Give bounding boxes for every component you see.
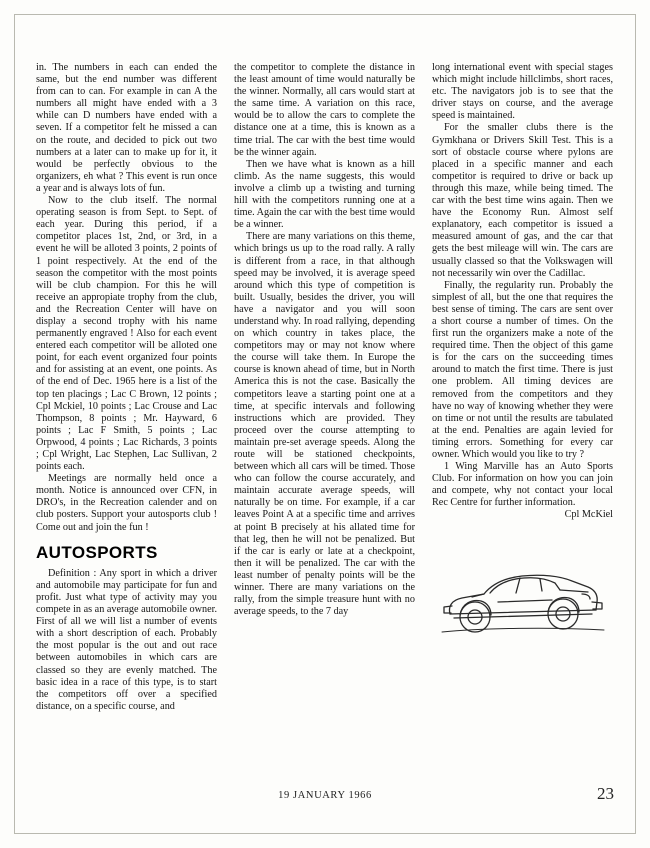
paragraph: in. The numbers in each can ended the same, but the end number was different from can to can. For example in can A the numbers all might have ended with a 3 while can D numbers have ended with a seven. If a competitor felt he missed a can on the route, and decided to pick out two numbers at a later can to make up for it, it would be perfectly obvious to the organizers, eh what ? This event is run once a year and is always lots of fun. [36,62,217,194]
paragraph: Now to the club itself. The normal operating season is from Sept. to Sept. of each year. During this period, if a competitor places 1st, 2nd, or 3rd, in a event he will be alloted 3 points, 2 points of 1 point respectively. At the end of the season the competitor with the most points will be club champion. For this he will receive an appropiate trophy from the club, and the Recreation Center will have on display a second trophy with his name permanently engraved ! Also for each event entered each competitor will be alloted one point, for each event organized four points and for assisting at an event, one points. As of the end of Dec. 1965 here is a list of the top ten placings ; Lac C Brown, 12 points ; Cpl Mckiel, 10 points ; Lac Crouse and Lac Thompson, 8 points ; Mr. Hayward, 6 points ; Lac F Smith, 5 points ; Lac Orpwood, 4 points ; Lac Richards, 3 points ; Cpl Wright, Lac Stephen, Lac Sullivan, 2 points each. [36,195,217,473]
author-signature: Cpl McKiel [564,509,613,521]
sports-car-illustration [432,540,613,648]
column-right [432,62,613,762]
paragraph: There are many variations on this theme, which brings us up to the road rally. A rally is different from a race, in that although speed may be involved, it is average speed around which this type of competition is built. Usually, besides the driver, you will have a navigator and you will soon understand why. In road rallying, depending on which country in takes place, the competitors may or may not know where the course will take them. In Europe the course is known ahead of time, but in North America this is not the case. Basically the competitors leave a starting point one at a time, at specific intervals and following instructions which are provided. They proceed over the course attempting to maintain pre-set average speeds. Along the route will be stationed checkpoints, between which all cars will be timed. Those who can follow the course accurately, and maintain accurate average speeds, will naturally be on time. For example, if a car leaves Point A at a specific time and arrives at point B precisely at his allated time for that leg, then he will not be penalized. But if the car is early or late at a checkpoint, then it will be penalized. The car with the least number of penalty points will be the winner. There are many variations on the rally, from the simple treasure hunt with no average speeds, to the 7 day [234,231,415,618]
paragraph: Then we have what is known as a hill climb. As the name suggests, this would involve a climb up a twisting and turning hill with the competitors running one at a time. Again the car with the best time would be a winner. [234,158,415,231]
column-left [36,62,217,762]
paragraph: 1 Wing Marville has an Auto Sports Club. For information on how you can join and compete, why not contact your local Rec Centre for further information. [432,461,613,509]
paragraph: For the smaller clubs there is the Gymkhana or Drivers Skill Test. This is a sort of obstacle course where pylons are placed in a specific manner and each competitor is required to drive or back up through this maze, while being timed. The car with the best time wins again. Then we have the Economy Run. Almost self explanatory, each competitor is issued a measured amount of gas, and the car that gets the best mileage will win. The cars are usually classed so that the Volkswagen will not necessarily win over the Cadillac. [432,122,613,279]
paragraph: Meetings are normally held once a month. Notice is announced over CFN, in DRO's, in the Recreation calender and on club posters. Support your autosports club ! Come out and join the fun ! [36,473,217,533]
page-number: 23 [597,784,614,803]
page-footer [36,784,614,810]
issue-date: 19 JANUARY 1966 [278,790,372,801]
section-heading: AUTOSPORTS [36,542,158,562]
paragraph: long international event with special stages which might include hillclimbs, short races, etc. The navigators job is to see that the driver stays on course, and the average speed is maintained. [432,62,613,122]
paragraph: Definition : Any sport in which a driver and automobile may participate for fun and profit. Just what type of activity may you compete in as an average automobile owner. First of all we will list a number of events with a short description of each. Probably the most popular is the out and out race between automobiles in which cars are classed so they are evenly matched. The basic idea in a race of this type, is to start the competitors off over a specified distance, on a specific course, and [36,567,217,712]
article-body [36,62,614,762]
paragraph: Finally, the regularity run. Probably the simplest of all, but the one that requires the best sense of timing. The cars are sent over a short course a number of times. On the first run the organizers make a note of the required time. Then the object of this game is for the cars on the succeeding times around to match the first time. There is just one problem. All timing devices are removed from the competitors and they have no way of knowing whether they were on time or not until the results are tabulated at the end. Penalties are again levied for timing errors. Something for every car owner. Which would you like to try ? [432,279,613,460]
column-middle [234,62,415,762]
paragraph: the competitor to complete the distance in the least amount of time would naturally be the winner. Normally, all cars would start at the same time. A variation on this race, would be to allow the cars to complete the distance one at a time, this is known as a time trial. The car with the best time would be the winner again. [234,62,415,158]
